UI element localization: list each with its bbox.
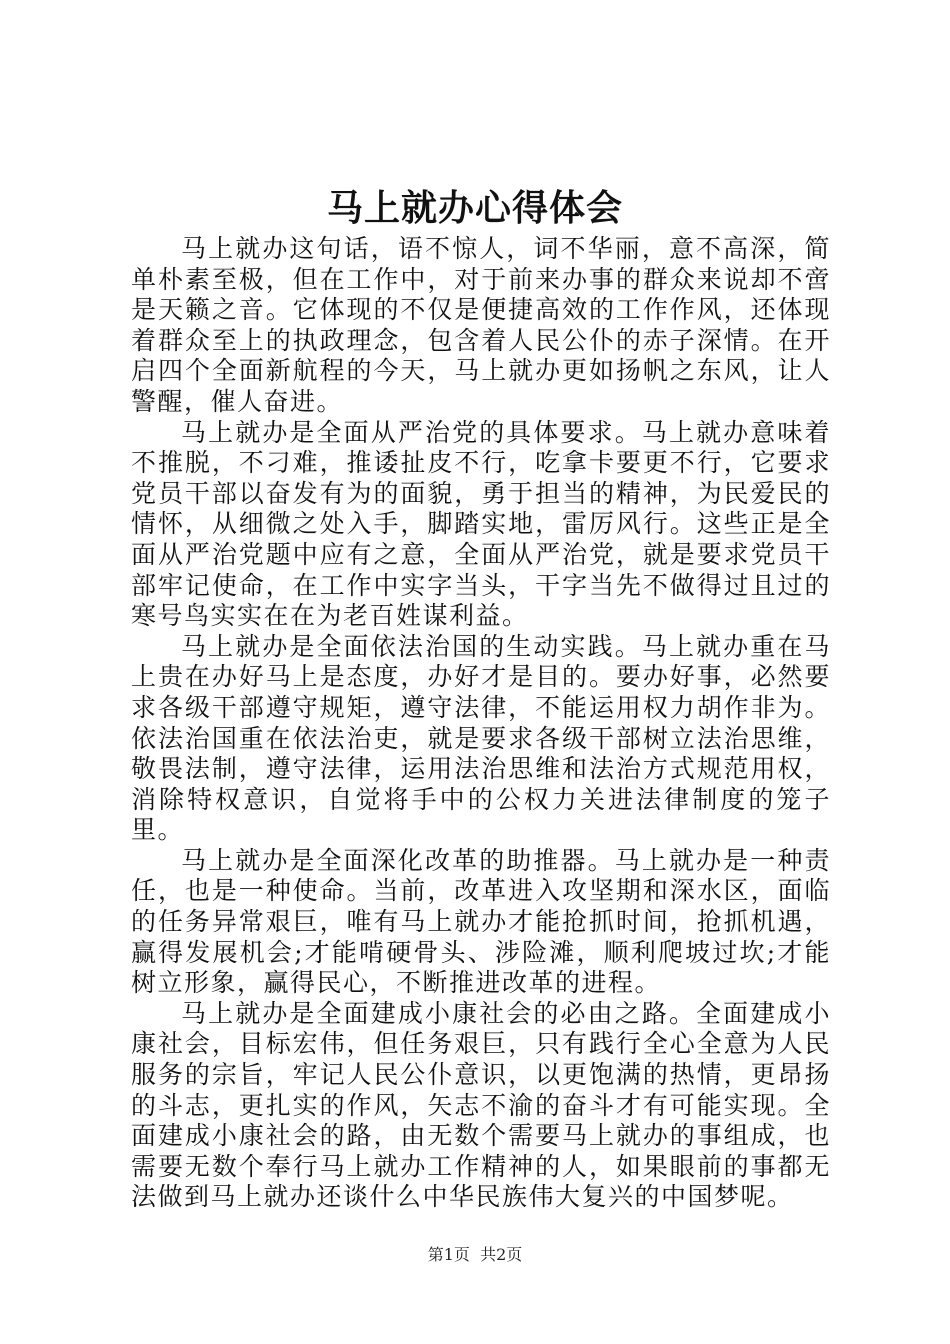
paragraph: 马上就办是全面从严治党的具体要求。马上就办意味着不推脱，不刁难，推诿扯皮不行，吃拿卡要更不行，它要求党员干部以奋发有为的面貌，勇于担当的精神，为民爱民的情怀，从细微之处入手，脚踏实地，雷厉风行。这些正是全面从严治党题中应有之意，全面从严治党，就是要求党员干部牢记使命，在工作中实字当头，干字当先不做得过且过的寒号鸟实实在在为老百姓谋利益。: [131, 417, 831, 631]
paragraph: 马上就办是全面深化改革的助推器。马上就办是一种责任，也是一种使命。当前，改革进入攻坚期和深水区，面临的任务异常艰巨，唯有马上就办才能抢抓时间，抢抓机遇，赢得发展机会;才能啃硬骨头、涉险滩，顺利爬坡过坎;才能树立形象，赢得民心，不断推进改革的进程。: [131, 845, 831, 998]
paragraph: 马上就办是全面依法治国的生动实践。马上就办重在马上贵在办好马上是态度，办好才是目的。要办好事，必然要求各级干部遵守规矩，遵守法律，不能运用权力胡作非为。依法治国重在依法治吏，就是要求各级干部树立法治思维，敬畏法制，遵守法律，运用法治思维和法治方式规范用权，消除特权意识，自觉将手中的公权力关进法律制度的笼子里。: [131, 631, 831, 845]
paragraph: 马上就办这句话，语不惊人，词不华丽，意不高深，简单朴素至极，但在工作中，对于前来办事的群众来说却不啻是天籁之音。它体现的不仅是便捷高效的工作作风，还体现着群众至上的执政理念，包含着人民公仆的赤子深情。在开启四个全面新航程的今天，马上就办更如扬帆之东风，让人警醒，催人奋进。: [131, 234, 831, 416]
page-footer: [0, 1244, 950, 1266]
document-body: [131, 234, 831, 1213]
page-number-indicator: 第1页 共2页: [427, 1245, 523, 1264]
paragraph: 马上就办是全面建成小康社会的必由之路。全面建成小康社会，目标宏伟，但任务艰巨，只有践行全心全意为人民服务的宗旨，牢记人民公仆意识，以更饱满的热情，更昂扬的斗志，更扎实的作风，矢志不渝的奋斗才有可能实现。全面建成小康社会的路，由无数个需要马上就办的事组成，也需要无数个奉行马上就办工作精神的人，如果眼前的事都无法做到马上就办还谈什么中华民族伟大复兴的中国梦呢。: [131, 998, 831, 1212]
document-title: 马上就办心得体会: [326, 187, 623, 229]
